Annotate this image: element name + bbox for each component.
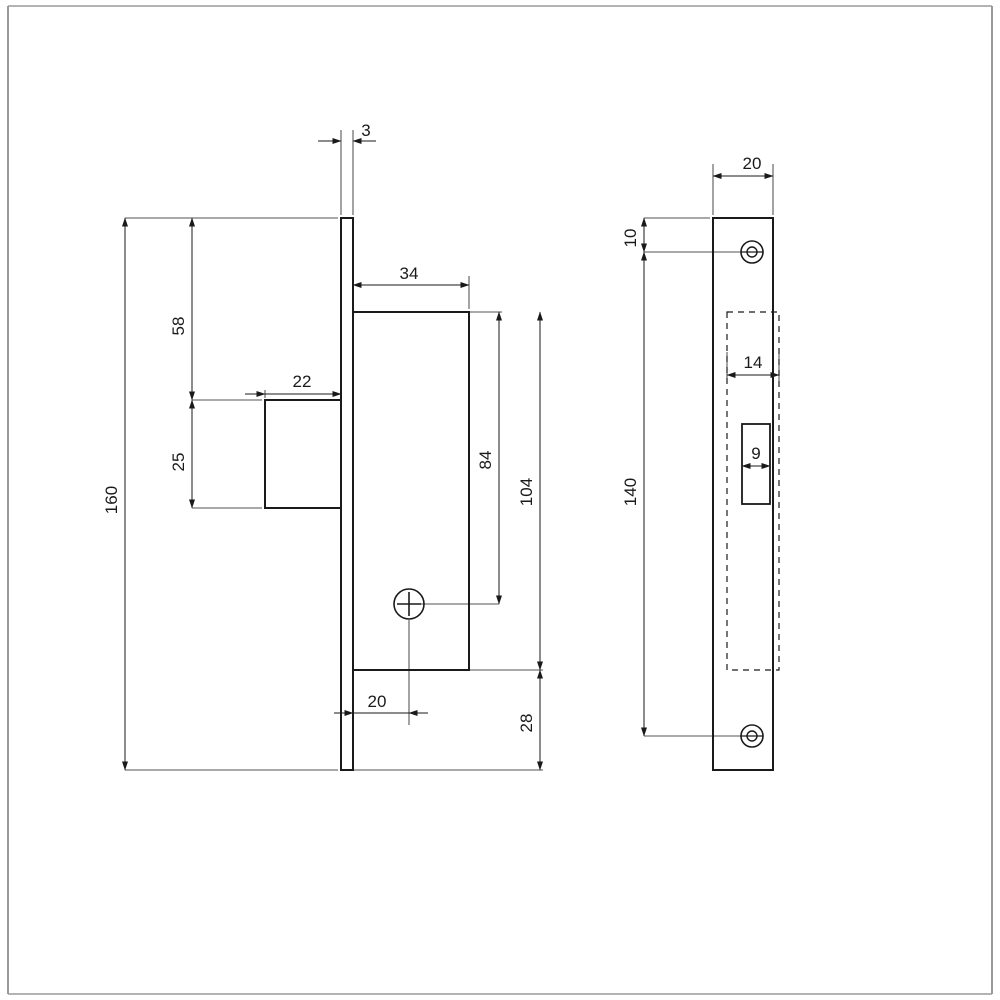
dim-faceplate-length: 140 <box>621 477 640 507</box>
dim-bolt-projection: 22 <box>292 372 312 391</box>
dim-faceplate-thickness: 3 <box>361 121 371 140</box>
dim-faceplate-width: 20 <box>742 154 762 173</box>
page-border <box>8 6 992 994</box>
dim-bolt-slot-width: 9 <box>751 444 761 463</box>
dim-cutout-width: 14 <box>743 353 763 372</box>
dim-case-height-upper: 84 <box>476 450 495 470</box>
front-view-geometry <box>713 218 779 770</box>
dim-top-screw-offset: 10 <box>621 228 640 248</box>
dim-case-depth: 34 <box>399 264 419 283</box>
side-view-geometry <box>265 218 469 770</box>
dim-overall-height: 160 <box>102 485 121 515</box>
dim-screw-position: 20 <box>367 692 387 711</box>
dim-bolt-height: 25 <box>169 452 188 472</box>
dim-case-height-total: 104 <box>517 477 536 507</box>
dim-top-to-bolt: 58 <box>169 316 188 336</box>
dim-case-bottom-offset: 28 <box>517 713 536 733</box>
side-view-dimensions <box>102 121 543 770</box>
